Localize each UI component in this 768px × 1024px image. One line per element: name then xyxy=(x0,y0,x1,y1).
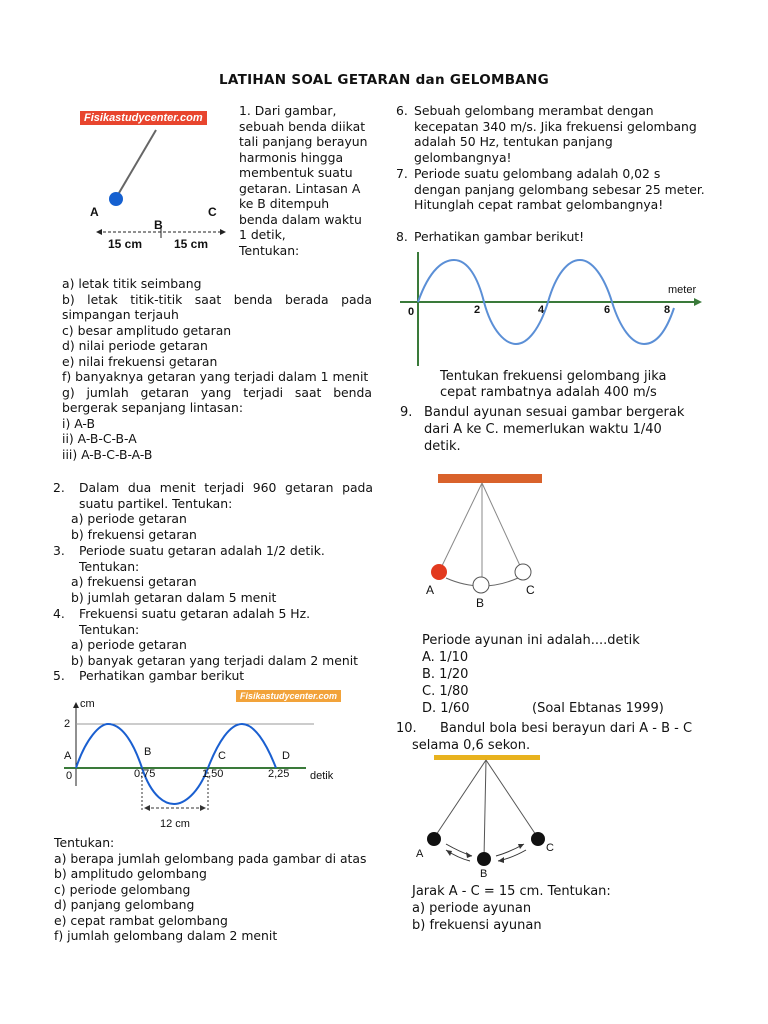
label-b: B xyxy=(476,596,485,610)
list-item: f) banyaknya getaran yang terjadi dalam 1 menit xyxy=(62,369,369,384)
label-b: B xyxy=(480,868,488,880)
list-item: iii) A-B-C-B-A-B xyxy=(62,446,153,462)
question-6 xyxy=(396,103,697,165)
x-tick-6: 6 xyxy=(604,304,611,316)
watermark-logo: Fisikastudycenter.com xyxy=(236,690,341,702)
question-2 xyxy=(53,480,373,542)
x-tick-4: 4 xyxy=(538,304,545,316)
figure-wave-5 xyxy=(56,698,346,838)
source-note: (Soal Ebtanas 1999) xyxy=(532,701,664,716)
label-c: C xyxy=(208,205,217,219)
y-tick-2: 2 xyxy=(64,718,71,730)
label-a: A xyxy=(90,205,99,219)
question-text: Perhatikan gambar berikut xyxy=(79,668,245,683)
question-1-intro xyxy=(239,103,368,258)
q1-line: getaran. Lintasan A xyxy=(239,180,361,196)
question-text: selama 0,6 sekon. xyxy=(412,738,531,753)
list-item: c) periode gelombang xyxy=(54,881,191,897)
list-item: c) besar amplitudo getaran xyxy=(62,322,232,338)
list-item: a) periode getaran xyxy=(71,637,187,652)
question-5-items xyxy=(54,835,366,944)
question-text: Frekuensi suatu getaran adalah 5 Hz. xyxy=(79,606,311,621)
list-item: ii) A-B-C-B-A xyxy=(62,431,137,446)
list-item: i) A-B xyxy=(62,415,95,431)
q1-line: tali panjang berayun xyxy=(239,134,368,149)
question-text: Hitunglah cepat rambat gelombangnya! xyxy=(414,197,664,212)
pendulum-drawing xyxy=(76,108,236,258)
list-item: b) amplitudo gelombang xyxy=(54,866,207,881)
question-text: detik. xyxy=(424,439,461,454)
question-text: Bandul bola besi berayun dari A - B - C xyxy=(440,721,693,736)
list-item: d) panjang gelombang xyxy=(54,897,195,912)
list-item: b) frekuensi ayunan xyxy=(412,918,542,933)
list-item: b) letak titik-titik saat benda berada pada simpangan terjauh xyxy=(62,291,372,322)
q1-line: ke B ditempuh xyxy=(239,196,330,211)
x-unit: detik xyxy=(310,770,334,782)
question-number: 9. xyxy=(400,405,413,420)
option-d: D. 1/60 xyxy=(422,701,470,716)
distance-left: 15 cm xyxy=(108,237,143,251)
q1-line: membentuk suatu xyxy=(239,165,353,180)
question-number: 6. xyxy=(396,103,408,118)
question-text: Periode ayunan ini adalah....detik xyxy=(422,633,640,648)
q1-line: Tentukan: xyxy=(239,242,300,258)
page-title: LATIHAN SOAL GETARAN dan GELOMBANG xyxy=(218,72,550,88)
width-label: 12 cm xyxy=(160,818,190,830)
list-item: a) berapa jumlah gelombang pada gambar di atas xyxy=(54,850,367,866)
question-text: Dalam dua menit terjadi 960 getaran pada suatu partikel. Tentukan: xyxy=(79,480,373,511)
list-item: b) frekuensi getaran xyxy=(71,526,197,542)
y-unit: cm xyxy=(80,698,95,710)
question-1-items xyxy=(62,276,372,462)
figure-pendulum-10 xyxy=(412,752,562,884)
list-item: f) jumlah gelombang dalam 2 menit xyxy=(54,928,278,943)
question-text: Bandul ayunan sesuai gambar bergerak xyxy=(424,405,685,420)
x-tick-8: 8 xyxy=(664,304,671,316)
question-10 xyxy=(396,720,692,754)
label-d: D xyxy=(282,750,290,762)
x-tick-225: 2,25 xyxy=(268,768,290,780)
pendulum-drawing xyxy=(420,470,560,615)
list-item: b) banyak getaran yang terjadi dalam 2 menit xyxy=(71,652,359,668)
label-a: A xyxy=(416,848,424,860)
list-item: a) periode getaran xyxy=(71,511,187,526)
question-text: Periode suatu gelombang adalah 0,02 s xyxy=(414,166,661,181)
question-text: dengan panjang gelombang sebesar 25 meter. xyxy=(414,181,705,197)
question-text: dari A ke C. memerlukan waktu 1/40 xyxy=(424,422,662,437)
x-tick-075: 0,75 xyxy=(134,768,156,780)
x-tick-0: 0 xyxy=(408,306,415,318)
question-8-ask xyxy=(440,369,667,401)
figure-pendulum-9 xyxy=(420,470,560,615)
question-number: 10. xyxy=(396,721,417,736)
question-number: 3. xyxy=(53,543,65,558)
question-number: 8. xyxy=(396,229,408,244)
question-number: 2. xyxy=(53,480,65,495)
question-text: Perhatikan gambar berikut! xyxy=(414,229,585,244)
list-item: g) jumlah getaran yang terjadi saat benda bergerak sepanjang lintasan: xyxy=(62,384,372,415)
question-number: 4. xyxy=(53,606,65,621)
question-9 xyxy=(400,404,684,455)
question-text: Periode suatu getaran adalah 1/2 detik. xyxy=(79,543,325,558)
x-unit: meter xyxy=(668,284,697,296)
list-item: a) frekuensi getaran xyxy=(71,574,197,589)
question-4 xyxy=(53,606,358,668)
question-text: Tentukan: xyxy=(79,621,140,637)
q1-line: sebuah benda diikat xyxy=(239,118,366,134)
list-item: d) nilai periode getaran xyxy=(62,338,208,353)
wave-drawing xyxy=(56,698,346,838)
option-a: A. 1/10 xyxy=(422,650,469,665)
list-item: e) nilai frekuensi getaran xyxy=(62,353,218,369)
question-text: gelombangnya! xyxy=(414,149,512,165)
option-b: B. 1/20 xyxy=(422,667,469,682)
question-text: Jarak A - C = 15 cm. Tentukan: xyxy=(412,884,611,899)
label-c: C xyxy=(526,583,535,597)
figure-wave-8 xyxy=(398,248,718,370)
question-5 xyxy=(53,668,244,684)
distance-right: 15 cm xyxy=(174,237,209,251)
watermark-logo: Fisikastudycenter.com xyxy=(80,111,207,125)
q1-line: harmonis hingga xyxy=(239,149,344,165)
option-c: C. 1/80 xyxy=(422,684,469,699)
question-9-options xyxy=(422,632,664,717)
y-tick-0: 0 xyxy=(66,770,73,782)
label-b: B xyxy=(144,746,152,758)
pendulum-drawing xyxy=(412,752,562,884)
question-number: 5. xyxy=(53,668,65,683)
x-tick-2: 2 xyxy=(474,304,481,316)
question-text: Sebuah gelombang merambat dengan xyxy=(414,103,654,118)
question-3 xyxy=(53,543,325,605)
question-text: kecepatan 340 m/s. Jika frekuensi gelombang xyxy=(414,118,697,134)
list-item: e) cepat rambat gelombang xyxy=(54,912,228,928)
question-text: Tentukan frekuensi gelombang jika xyxy=(440,369,667,384)
q1-line: benda dalam waktu xyxy=(239,211,362,227)
figure-pendulum-1 xyxy=(76,108,236,258)
list-item: a) letak titik seimbang xyxy=(62,276,202,291)
question-number: 7. xyxy=(396,166,408,181)
question-text: Tentukan: xyxy=(79,558,140,574)
x-tick-150: 1,50 xyxy=(202,768,224,780)
list-item: a) periode ayunan xyxy=(412,901,532,916)
q1-line: 1. Dari gambar, xyxy=(239,103,337,118)
question-10-items xyxy=(412,883,611,934)
list-head: Tentukan: xyxy=(54,835,115,850)
label-c: C xyxy=(218,750,226,762)
q1-line: 1 detik, xyxy=(239,227,286,242)
label-a: A xyxy=(64,750,72,762)
label-b: B xyxy=(154,218,163,232)
label-a: A xyxy=(426,583,435,597)
label-c: C xyxy=(546,842,554,854)
question-text: cepat rambatnya adalah 400 m/s xyxy=(440,385,657,400)
question-8 xyxy=(396,229,584,245)
list-item: b) jumlah getaran dalam 5 menit xyxy=(71,589,277,605)
question-text: adalah 50 Hz, tentukan panjang xyxy=(414,134,613,149)
question-7 xyxy=(396,166,705,213)
